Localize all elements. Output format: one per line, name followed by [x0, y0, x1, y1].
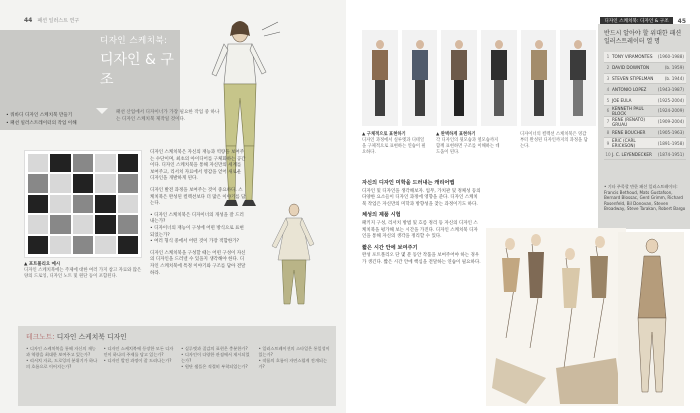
list-item — [604, 52, 686, 63]
hero-title: 디자인 & 구조 — [100, 52, 174, 88]
section-heading: 짧은 시간 안에 보여주기 — [362, 244, 418, 251]
figure-caption-title: ▲ 구체적으로 표현하기 — [362, 132, 406, 137]
figure-caption-text: 디자이너의 컬렉션 스케치북은 영감부터 완성된 디자인까지의 과정을 담는다. — [520, 132, 588, 149]
collage-caption — [24, 262, 142, 280]
illustrator-name: KENNETH PAUL BLOCK — [612, 105, 644, 116]
row-index: 7 — [606, 119, 610, 125]
sidebar-note-title: • 기타 주목할 만한 패션 일러스트레이터: — [604, 184, 678, 189]
illustrator-years: (1943-1987) — [657, 86, 684, 92]
illustrator-years: (b. 1959) — [664, 65, 684, 71]
collage-tile — [73, 236, 93, 254]
row-index: 6 — [606, 108, 610, 114]
illustrators-list — [604, 52, 686, 160]
row-index: 9 — [606, 140, 610, 146]
collage-tile — [28, 195, 48, 213]
figure-caption — [520, 132, 590, 150]
row-index: 2 — [606, 65, 610, 71]
right-page-number: 45 — [677, 17, 686, 25]
figure-caption-text: 각 디자인의 뒷모습과 옆모습까지 함께 표현하면 구조를 이해하는 데 도움이 된다. — [436, 138, 500, 155]
figure-caption-title: ▲ 완벽하게 표현하기 — [436, 132, 476, 137]
illustrator-name: RENE BOUCHER — [612, 129, 646, 135]
list-item — [604, 74, 686, 85]
bullet-item: • 디자인 스케치북은 디자이너의 개성을 잘 드러내는가? — [150, 213, 246, 226]
collage-tile — [50, 195, 70, 213]
collage-caption-text: 디자인 스케치북에는 주제에 대한 여러 가지 참고 자료와 많은 양의 드로잉, 디자인 노트 및 원단 등이 포함된다. — [24, 268, 142, 279]
hero-subtitle: • 쿼바디 디자인 스케치북 만들기 — [6, 113, 73, 118]
chevron-down-icon — [96, 108, 108, 114]
list-item — [604, 84, 686, 95]
collage-tile — [118, 174, 138, 192]
collage-tile — [95, 174, 115, 192]
list-item — [604, 138, 686, 149]
collage-tile — [118, 236, 138, 254]
collage-tile — [95, 215, 115, 233]
list-item — [604, 117, 686, 128]
collage-tile — [95, 236, 115, 254]
body-paragraph: 디자인 스케치북은 자신의 재능과 역량을 보여주는 수단이며, 최초의 아이디어를 구체화하는 공간이다. 디자인 스케치북을 통해 자신만의 세계를 보여주고, 리서치 자료에서 영감을 얻어 새로운 디자인을 개발하게 된다. — [150, 150, 246, 182]
sidebar-title: 반드시 알아야 할 위대한 패션 일러스트레이터 열 명 — [604, 30, 682, 45]
illustrator-years: (1909-2004) — [657, 119, 684, 125]
list-item — [604, 149, 686, 160]
collage-tile — [50, 174, 70, 192]
checklist-item: • 디자인이 다양한 관점에서 제시되었는가? — [181, 352, 253, 364]
sidebar-note-text: Francis Bethoud, Mats Gustafson, Bernard Blossac, Gerd Grimm, Richard Rosenfeld, Bil Donovan, Steven Broadway, Steve Tarakan, Robert Bargo — [604, 189, 686, 212]
figure-caption-text: 디자인 과정에서 실루엣과 디테일을 구체적으로 표현하는 연습이 필요하다. — [362, 138, 426, 155]
tall-figure-illustration — [618, 232, 684, 406]
illustrators-sidebar — [598, 24, 690, 229]
section-heading: 체성의 제품 시험 — [362, 212, 401, 219]
collage-tile — [118, 195, 138, 213]
mini-figure — [441, 30, 477, 126]
checklist-column — [181, 346, 253, 370]
hero-subtitle: • 패션 일러스트레이터의 작업 이해 — [6, 121, 77, 126]
right-body-text — [362, 176, 482, 270]
illustrator-name: JOE EULA — [612, 97, 632, 103]
collage-tile — [95, 195, 115, 213]
illustrator-name: STEVEN STIPELMAN — [612, 75, 654, 81]
collage-caption-title: ▲ 포트폴리오 예시 — [24, 262, 61, 267]
illustrator-years: (1924-2009) — [657, 108, 684, 114]
illustrator-years: (1960-1988) — [657, 54, 684, 60]
row-index: 8 — [606, 129, 610, 135]
sketch-figure-illustration — [254, 200, 332, 310]
collage-tile — [50, 215, 70, 233]
collage-tile — [118, 215, 138, 233]
checklist-item: • 작품의 흐름이 자연스럽게 전개되는가? — [259, 358, 331, 370]
body-paragraph: 완성 포트폴리오 단 몇 분 동안 작품을 보여주어야 하는 경우가 생긴다. 짧은 시간 안에 핵심을 전달하는 연습이 필요하다. — [362, 253, 481, 265]
moodboard-collage — [24, 150, 142, 258]
body-bullet-list — [150, 213, 246, 246]
list-item — [604, 128, 686, 139]
left-body-text — [150, 150, 246, 282]
collage-tile — [73, 174, 93, 192]
collage-tile — [28, 236, 48, 254]
mini-figure — [560, 30, 596, 126]
hero-title-box — [100, 34, 186, 88]
bullet-item: • 디자이너의 재능이 구성에 어떤 방식으로 표현되었는가? — [150, 226, 246, 239]
left-page — [0, 0, 346, 413]
collage-tile — [73, 195, 93, 213]
left-page-number: 44 — [24, 17, 33, 24]
illustrator-years: (1925-2004) — [657, 97, 684, 103]
mini-figure — [402, 30, 438, 126]
checklist-item: • 디자인 발전 과정이 잘 드러나는가? — [104, 358, 176, 364]
right-page — [350, 0, 700, 413]
checklist-title-text: 디자인 스케치북 디자인 — [56, 333, 127, 341]
row-index: 5 — [606, 97, 610, 103]
list-item — [604, 106, 686, 117]
section-heading: 자신의 디자인 미학을 드러내는 캐리어맵 — [362, 180, 455, 186]
checklist-item: • 디자인 스케치북에 등장한 모든 디자인이 하나의 주제를 담고 있는가? — [104, 346, 176, 358]
checklist-title — [26, 331, 127, 341]
illustrator-name: ANTONIO LOPEZ — [612, 86, 647, 92]
checklist-column — [26, 346, 98, 370]
figure-caption — [362, 132, 428, 156]
body-paragraph: 패키지 구성, 리서치 방법 및 흐름 정리 등 자신의 디자인 스케치북을 평가해 보는 시간을 가진다. 디자인 스케치북 디자인을 통해 자신의 생각을 정리할 수 있다. — [362, 220, 478, 240]
checklist-item: • 원단 샘플은 적절히 부착되었는가? — [181, 364, 253, 370]
checklist-column — [259, 346, 331, 370]
illustrator-years: (1891-1958) — [657, 140, 684, 146]
checklist-title-accent: 테크노트: — [26, 333, 55, 341]
illustrator-name: RENE (RENATO) GRUAU — [612, 116, 646, 127]
figure-caption — [436, 132, 502, 156]
illustrator-years: (1905-1963) — [657, 129, 684, 135]
figure-lineup-top — [362, 30, 596, 126]
illustrator-name: TONY VIRAMONTES — [612, 54, 653, 60]
checklist-columns — [26, 346, 330, 370]
hero-kicker: 디자인 스케치북: — [100, 36, 168, 46]
mini-figure — [362, 30, 398, 126]
checklist-item: • 디자인 스케치북을 통해 자신의 재능과 역량을 최대한 보여주고 있는가? — [26, 346, 98, 358]
row-index: 3 — [606, 75, 610, 81]
collage-tile — [118, 154, 138, 172]
illustrator-name: DAVID DOWNTON — [612, 65, 650, 71]
collage-tile — [28, 174, 48, 192]
sketch-collage-illustration — [486, 228, 626, 406]
illustrator-years: (b. 1944) — [664, 75, 684, 81]
mini-figure — [521, 30, 557, 126]
checklist-column — [104, 346, 176, 370]
collage-tile — [50, 236, 70, 254]
mini-figure — [481, 30, 517, 126]
illustrator-name: J. C. LEYENDECKER — [612, 151, 652, 157]
checklist-box — [18, 326, 336, 406]
collage-tile — [73, 154, 93, 172]
body-paragraph: 디자인 및 디자인을 생각해보자. 업무, 가치관 및 정체성 등의 다양한 요소들이 디자인 과정에 영향을 준다. 디자인 스케치북 작업은 자신만의 미학과 방향성을 찾는 과정이기도 하다. — [362, 188, 481, 207]
collage-tile — [28, 215, 48, 233]
illustrator-name: ERIC (CARL ERICKSON) — [612, 138, 636, 149]
row-index: 1 — [606, 54, 610, 60]
body-paragraph: 디자인 스케치북을 구성할 때는 어떤 구성이 자신의 디자인을 드러낼 수 있을지 생각해야 한다. 디자인 스케치북에 특정 이야기와 구조를 담아 전달하라. — [150, 250, 246, 276]
collage-tile — [50, 154, 70, 172]
list-item — [604, 95, 686, 106]
sidebar-note — [604, 184, 686, 212]
body-paragraph: 디자인 발전 과정을 보여주는 것이 중요하다. 스케치북은 완성된 컬렉션보다 더 많은 이야기를 담는다. — [150, 187, 246, 207]
collage-tile — [28, 154, 48, 172]
collage-tile — [73, 215, 93, 233]
checklist-item: • 리서치 자료, 드로잉의 분위기가 하나의 흐름으로 이어지는가? — [26, 358, 98, 370]
right-section-tag: 디자인 스케치북: 디자인 & 구조 — [600, 17, 672, 25]
hero-description: 패션 산업에서 디자이너가 가장 필요한 작업 중 하나는 디자인 스케치북 제작일 것이다. — [116, 110, 220, 122]
row-index: 4 — [606, 86, 610, 92]
illustrator-years: (1874-1951) — [657, 151, 684, 157]
left-section-title: 패션 일러스트 연구 — [37, 18, 80, 24]
list-item — [604, 63, 686, 74]
collage-tile — [95, 154, 115, 172]
checklist-item: • 실루엣과 질감의 표현은 충분한가? — [181, 346, 253, 352]
checklist-item: • 일러스트레이션의 스타일은 통일성이 있는가? — [259, 346, 331, 358]
row-index: 10 — [605, 151, 611, 157]
hero-subtitles — [6, 112, 96, 128]
bullet-item: • 여러 형식 중에서 어떤 것이 가장 적합한가? — [150, 239, 246, 246]
